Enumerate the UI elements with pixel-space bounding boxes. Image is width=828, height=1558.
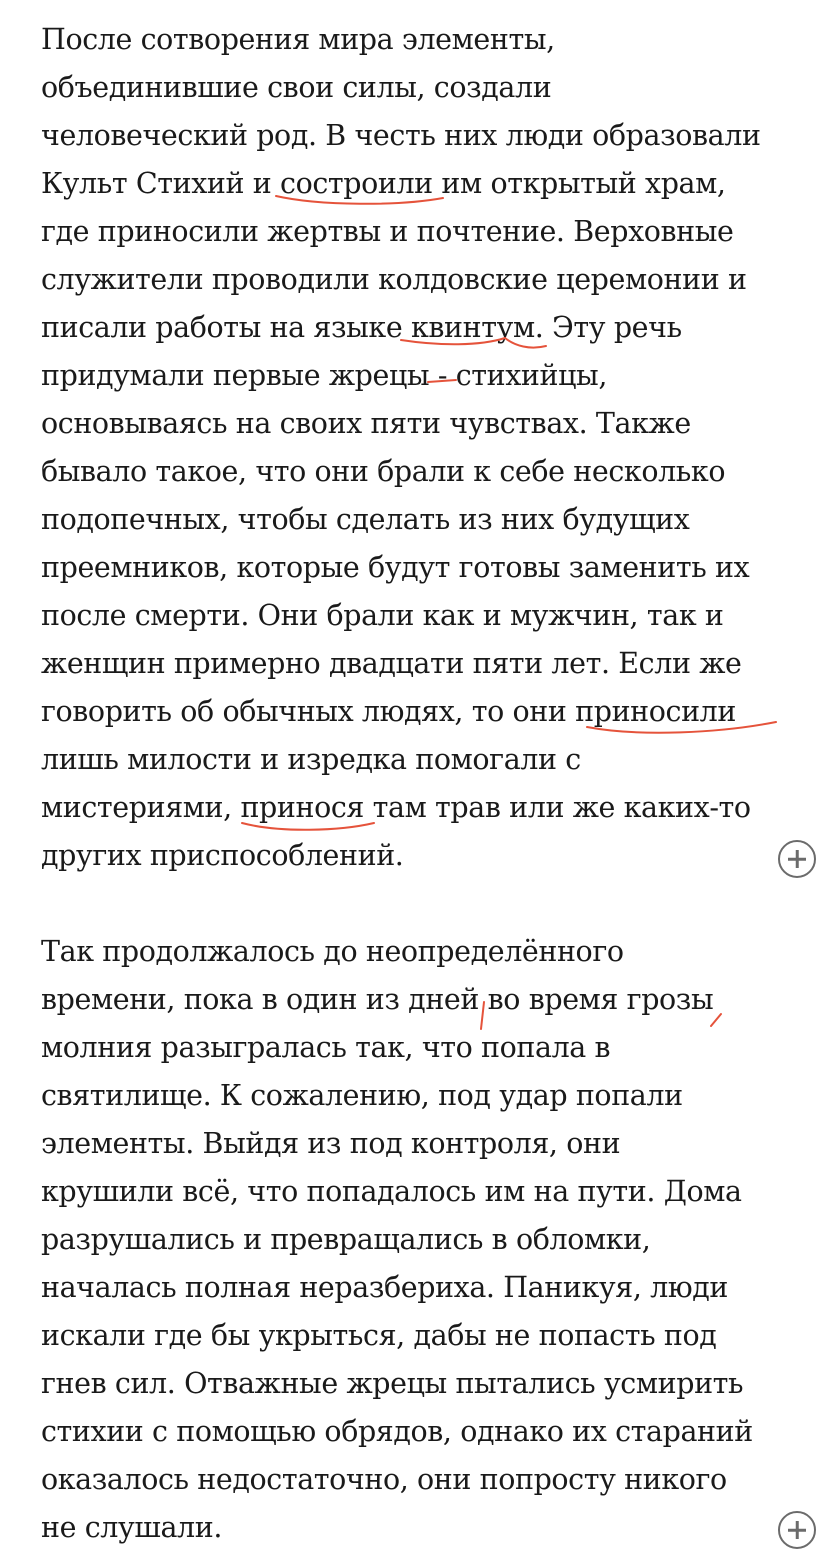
text-line: искали где бы укрыться, дабы не попасть под bbox=[41, 1319, 717, 1352]
text-line: объединившие свои силы, создали bbox=[41, 71, 552, 104]
text-line: времени, пока в один из дней во время грозы bbox=[41, 983, 714, 1016]
text-line: крушили всё, что попадалось им на пути. Дома bbox=[41, 1175, 742, 1208]
add-comment-plus-circle-icon[interactable] bbox=[778, 1511, 816, 1549]
text-line: говорить об обычных людях, то они приносили bbox=[41, 695, 736, 728]
text-line: других приспособлений. bbox=[41, 839, 404, 872]
text-line: где приносили жертвы и почтение. Верховные bbox=[41, 215, 734, 248]
text-line: подопечных, чтобы сделать из них будущих bbox=[41, 503, 690, 536]
text-line: стихии с помощью обрядов, однако их стараний bbox=[41, 1415, 753, 1448]
paragraph-1 bbox=[41, 16, 761, 880]
text-line: женщин примерно двадцати пяти лет. Если же bbox=[41, 647, 742, 680]
text-line: Культ Стихий и состроили им открытый храм, bbox=[41, 167, 726, 200]
text-line: придумали первые жрецы - стихийцы, bbox=[41, 359, 607, 392]
text-line: писали работы на языке квинтум. Эту речь bbox=[41, 311, 682, 344]
text-line: преемников, которые будут готовы заменить их bbox=[41, 551, 750, 584]
text-line: Так продолжалось до неопределённого bbox=[41, 935, 624, 968]
text-line: человеческий род. В честь них люди образовали bbox=[41, 119, 761, 152]
text-line: оказалось недостаточно, они попросту никого bbox=[41, 1463, 727, 1496]
text-line: святилище. К сожалению, под удар попали bbox=[41, 1079, 683, 1112]
text-line: началась полная неразбериха. Паникуя, люди bbox=[41, 1271, 729, 1304]
text-line: гнев сил. Отважные жрецы пытались усмирить bbox=[41, 1367, 744, 1400]
text-line: мистериями, принося там трав или же каких-то bbox=[41, 791, 751, 824]
text-line: бывало такое, что они брали к себе несколько bbox=[41, 455, 726, 488]
text-line: лишь милости и изредка помогали с bbox=[41, 743, 581, 776]
text-line: служители проводили колдовские церемонии и bbox=[41, 263, 747, 296]
paragraph-2 bbox=[41, 928, 753, 1552]
text-line: элементы. Выйдя из под контроля, они bbox=[41, 1127, 621, 1160]
text-line: основываясь на своих пяти чувствах. Также bbox=[41, 407, 691, 440]
text-line: не слушали. bbox=[41, 1511, 223, 1544]
add-comment-plus-circle-icon[interactable] bbox=[778, 840, 816, 878]
text-line: после смерти. Они брали как и мужчин, так и bbox=[41, 599, 724, 632]
text-line: разрушались и превращались в обломки, bbox=[41, 1223, 651, 1256]
text-line: молния разыгралась так, что попала в bbox=[41, 1031, 611, 1064]
text-line: После сотворения мира элементы, bbox=[41, 23, 555, 56]
